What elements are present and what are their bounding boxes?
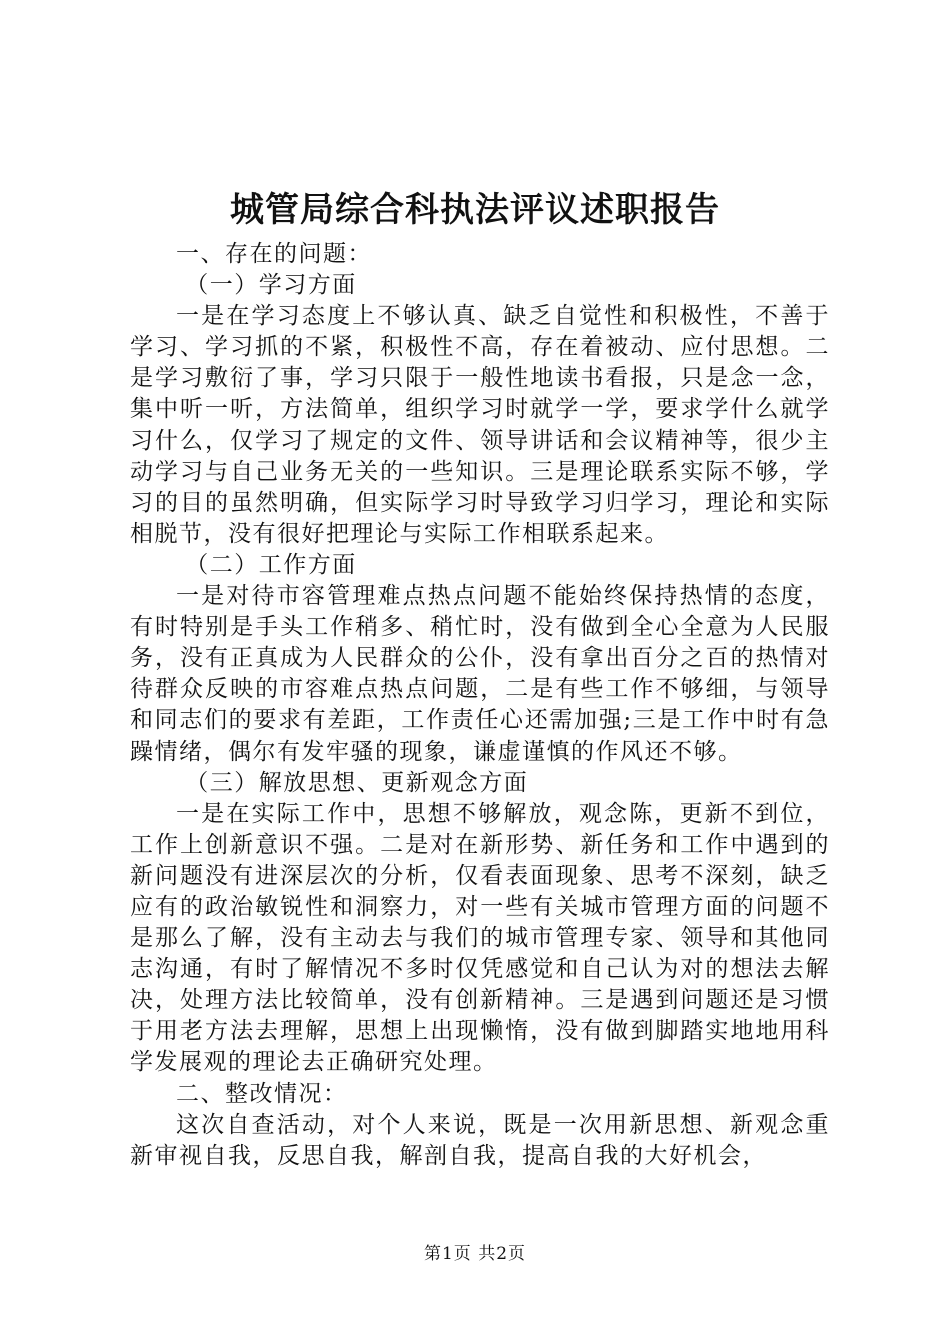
paragraph-study: 一是在学习态度上不够认真、缺乏自觉性和积极性，不善于学习、学习抓的不紧，积极性不高，存在着被动、应付思想。二是学习敷衍了事，学习只限于一般性地读书看报，只是念一念，集中听一听，方法简单，组织学习时就学一学，要求学什么就学习什么，仅学习了规定的文件、领导讲话和会议精神等，很少主动学习与自己业务无关的一些知识。三是理论联系实际不够，学习的目的虽然明确，但实际学习时导致学习归学习，理论和实际相脱节，没有很好把理论与实际工作相联系起来。 [130, 303, 830, 547]
section-heading-rectification: 二、整改情况： [176, 1080, 348, 1107]
paragraph-thinking: 一是在实际工作中，思想不够解放，观念陈，更新不到位，工作上创新意识不强。二是对在新形势、新任务和工作中遇到的新问题没有进深层次的分析，仅看表面现象、思考不深刻，缺乏应有的政治敏锐性和洞察力，对一些有关城市管理方面的问题不是那么了解，没有主动去与我们的城市管理专家、领导和其他同志沟通，有时了解情况不多时仅凭感觉和自己认为对的想法去解决，处理方法比较简单，没有创新精神。三是遇到问题还是习惯于用老方法去理解，思想上出现懒惰，没有做到脚踏实地地用科学发展观的理论去正确研究处理。 [130, 800, 830, 1076]
section-heading-problems: 一、存在的问题： [176, 241, 372, 267]
document-body [130, 239, 830, 1172]
subsection-heading-thinking: （三）解放思想、更新观念方面 [185, 769, 529, 796]
document-title: 城管局综合科执法评议述职报告 [230, 190, 720, 230]
subsection-heading-work: （二）工作方面 [185, 551, 357, 578]
paragraph-rectification: 这次自查活动，对个人来说，既是一次用新思想、新观念重新审视自我，反思自我，解剖自我，提高自我的大好机会， [130, 1111, 830, 1169]
subsection-heading-study: （一）学习方面 [185, 272, 357, 299]
page-footer: 第1页 共2页 [423, 1244, 527, 1264]
paragraph-work: 一是对待市容管理难点热点问题不能始终保持热情的态度，有时特别是手头工作稍多、稍忙时，没有做到全心全意为人民服务，没有正真成为人民群众的公仆，没有拿出百分之百的热情对待群众反映的市容难点热点问题，二是有些工作不够细，与领导和同志们的要求有差距，工作责任心还需加强;三是工作中时有急躁情绪，偶尔有发牢骚的现象，谦虚谨慎的作风还不够。 [130, 583, 830, 765]
